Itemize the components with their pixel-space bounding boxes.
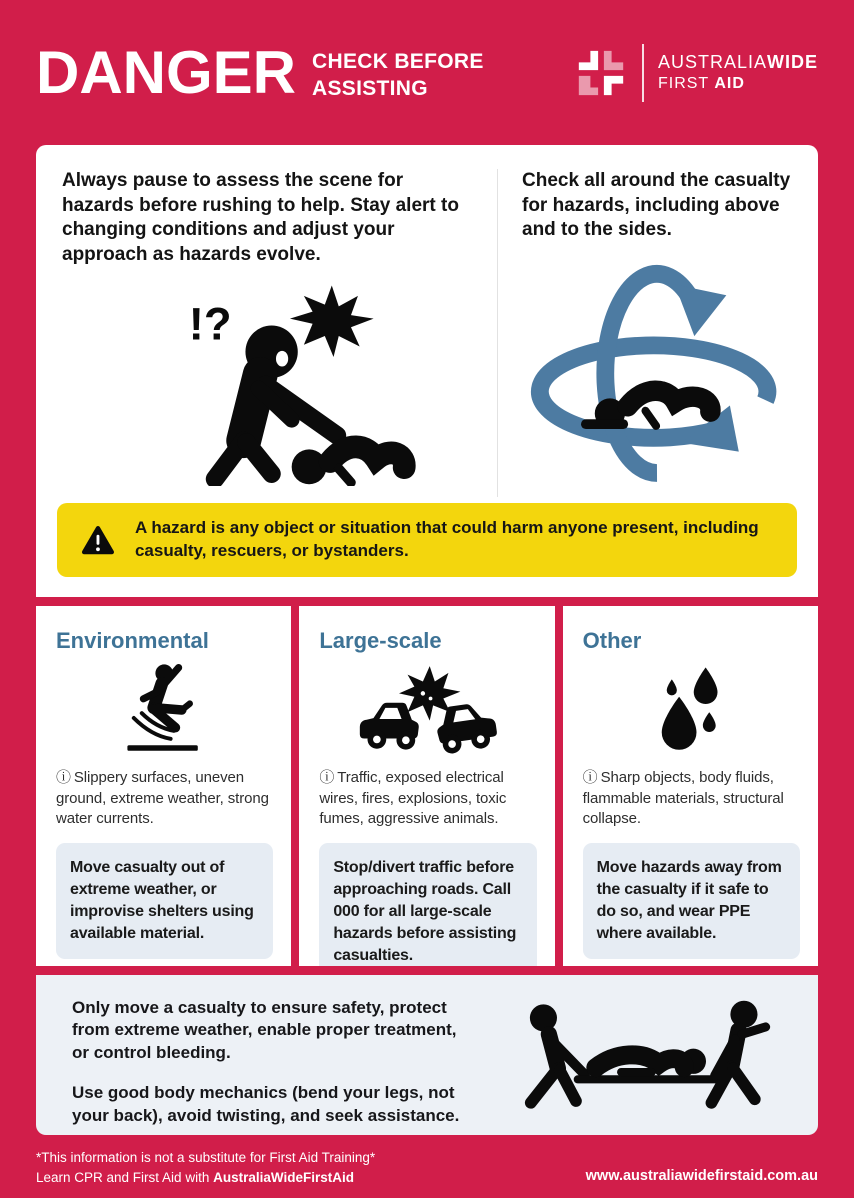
check-around-text: Check all around the casualty for hazards, including above and to the sides. [522,170,791,241]
hazard-definition-text: A hazard is any object or situation that could harm anyone present, including casualty, rescuers, or bystanders. [134,518,759,560]
car-crash-icon [350,661,506,759]
info-icon: ⓘ [56,769,71,786]
australia-wide-first-aid-logo [574,44,818,102]
logo-divider [642,44,644,102]
scene-assessment-card [36,145,818,597]
footer-website: www.australiawidefirstaid.com.au [585,1168,818,1184]
category-title: Other [582,628,642,653]
stretcher-carry-icon [503,989,788,1129]
category-description: ⓘ Slippery surfaces, uneven ground, extreme weather, strong water currents. [56,769,269,828]
svg-text:!?: !? [188,298,232,350]
info-icon: ⓘ [582,769,598,786]
assess-scene-text: Always pause to assess the scene for hazards before rushing to help. Stay alert to changing conditions and adjust your approach as hazards evolve. [62,170,459,266]
main-content [36,145,818,1135]
category-advice: Stop/divert traffic before approaching roads. Call 000 for all large-scale hazards before assisting casualties. [319,843,536,966]
body-fluids-droplets-icon [649,662,733,758]
move-casualty-card [36,975,818,1135]
category-description: ⓘ Sharp objects, body fluids, flammable materials, structural collapse. [582,769,784,828]
warning-triangle-icon [81,518,115,562]
hazard-categories [36,606,818,966]
move-casualty-text: Only move a casualty to ensure safety, protect from extreme weather, enable proper treatment, or control bleeding. Use good body mechanics (bend your legs, not your back), avoid twisting, and seek assistance. [72,998,460,1125]
category-other [563,606,818,966]
category-advice: Move casualty out of extreme weather, or improvise shelters using available material. [56,843,273,959]
page-subtitle: CHECK BEFORE ASSISTING [312,50,484,100]
check-all-around-rotation-icon [523,249,791,489]
first-aid-cross-icon [574,46,628,100]
category-title: Large-scale [319,628,442,653]
category-advice: Move hazards away from the casualty if it safe to do so, and wear PPE where available. [583,843,800,959]
category-large-scale [299,606,554,966]
logo-text: AUSTRALIAWIDE FIRST AID [657,52,818,92]
info-icon: ⓘ [319,769,335,786]
footer [0,1135,854,1189]
check-around-block [498,169,792,497]
footer-disclaimer: *This information is not a substitute for First Aid Training* Learn CPR and First Aid with AustraliaWideFirstAid [36,1150,376,1186]
assess-scene-block [62,169,498,497]
category-environmental [36,606,291,966]
slip-hazard-icon [101,662,229,758]
category-description: ⓘ Traffic, exposed electrical wires, fires, explosions, toxic fumes, aggressive animals. [319,769,507,828]
category-title: Environmental [56,628,209,653]
page-title: DANGER [36,38,297,106]
startled-rescuer-casualty-icon [119,268,419,486]
header [0,0,854,145]
hazard-definition-banner [57,503,797,577]
